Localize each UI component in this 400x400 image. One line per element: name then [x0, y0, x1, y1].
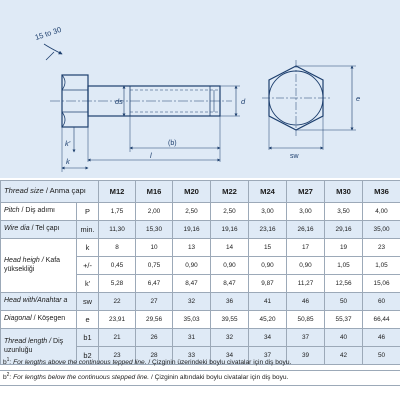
- k-prime-label: k': [65, 139, 71, 148]
- table-cell: 23: [363, 239, 400, 257]
- size-header: M30: [325, 181, 363, 203]
- table-cell: 15,06: [363, 275, 400, 293]
- table-cell: 8: [99, 239, 136, 257]
- table-cell: 1,75: [99, 203, 136, 221]
- table-cell: 46: [287, 293, 325, 311]
- bolt-drawing-panel: [0, 0, 400, 179]
- size-header: M12: [99, 181, 136, 203]
- table-cell: 22: [99, 293, 136, 311]
- table-cell: 0,75: [136, 257, 173, 275]
- table-cell: 5,28: [99, 275, 136, 293]
- table-row: [1, 239, 400, 257]
- table-cell: 0,90: [287, 257, 325, 275]
- table-row: [1, 329, 400, 347]
- size-header: M16: [136, 181, 173, 203]
- table-cell: 23,16: [249, 221, 287, 239]
- table-cell: 19,16: [173, 221, 211, 239]
- table-cell: 39: [287, 347, 325, 365]
- footnote-b1: $b^1$: For lengths above the continuous tepped line. / Çizginin üzerindeki boylu civatalar için diş boyu.: [0, 356, 400, 371]
- table-cell: 23,91: [99, 311, 136, 329]
- table-cell: 3,00: [287, 203, 325, 221]
- table-cell: 19: [325, 239, 363, 257]
- table-cell: 26: [136, 329, 173, 347]
- table-cell: 46: [363, 329, 400, 347]
- table-header-row: [1, 181, 400, 203]
- row-symbol: k: [77, 239, 99, 257]
- table-cell: 27: [136, 293, 173, 311]
- row-label: Thread length / Diş uzunluğu: [1, 329, 77, 365]
- row-symbol: e: [77, 311, 99, 329]
- table-cell: 0,90: [249, 257, 287, 275]
- table-cell: 34: [249, 329, 287, 347]
- table-cell: 42: [325, 347, 363, 365]
- k-label: k: [66, 157, 70, 166]
- table-cell: 13: [173, 239, 211, 257]
- table-cell: 60: [363, 293, 400, 311]
- table-cell: 35,00: [363, 221, 400, 239]
- table-cell: 32: [211, 329, 249, 347]
- ds-label: ds: [115, 97, 123, 106]
- size-header: M20: [173, 181, 211, 203]
- table-cell: 19,16: [211, 221, 249, 239]
- table-cell: 55,37: [325, 311, 363, 329]
- row-symbol: min.: [77, 221, 99, 239]
- table-cell: 37: [249, 347, 287, 365]
- footnotes: [0, 356, 400, 386]
- size-header: M24: [249, 181, 287, 203]
- chamfer-angle-label: 15 to 30: [33, 24, 63, 42]
- table-cell: 2,50: [211, 203, 249, 221]
- table-cell: 15,30: [136, 221, 173, 239]
- table-cell: 31: [173, 329, 211, 347]
- row-symbol: b1: [77, 329, 99, 347]
- table-cell: 10: [136, 239, 173, 257]
- table-cell: 28: [136, 347, 173, 365]
- size-header: M36: [363, 181, 400, 203]
- table-cell: 14: [211, 239, 249, 257]
- size-header: M22: [211, 181, 249, 203]
- row-label: Wire dia / Tel çapı: [1, 221, 77, 239]
- table-cell: 21: [99, 329, 136, 347]
- bolt-technical-drawing: [0, 0, 400, 178]
- row-label: Diagonal / Köşegen: [1, 311, 77, 329]
- thread-size-header: Thread size / Anma çapı: [1, 181, 99, 203]
- table-cell: 26,16: [287, 221, 325, 239]
- table-cell: 11,30: [99, 221, 136, 239]
- row-label: Pitch / Diş adımı: [1, 203, 77, 221]
- table-cell: 0,90: [173, 257, 211, 275]
- l-label: l: [150, 151, 152, 160]
- table-cell: 35,03: [173, 311, 211, 329]
- table-cell: 29,16: [325, 221, 363, 239]
- table-cell: 50: [363, 347, 400, 365]
- footnote-b2: $b^2$: For lengths below the continuous stepped line. / Çizginin altındaki boylu civatalar için diş boyu.: [0, 371, 400, 386]
- row-symbol: k': [77, 275, 99, 293]
- table-cell: 8,47: [211, 275, 249, 293]
- table-cell: 15: [249, 239, 287, 257]
- table-row: [1, 311, 400, 329]
- table-cell: 36: [211, 293, 249, 311]
- bolt-spec-table: [0, 180, 400, 365]
- table-cell: 50,85: [287, 311, 325, 329]
- table-row: [1, 293, 400, 311]
- table-cell: 12,56: [325, 275, 363, 293]
- row-label: Head with/Anahtar a: [1, 293, 77, 311]
- row-label: Head heigh / Kafa yüksekliği: [1, 239, 77, 293]
- table-cell: 50: [325, 293, 363, 311]
- row-symbol: b2: [77, 347, 99, 365]
- table-cell: 29,56: [136, 311, 173, 329]
- table-cell: 6,47: [136, 275, 173, 293]
- table-cell: 3,00: [249, 203, 287, 221]
- table-cell: 2,00: [136, 203, 173, 221]
- table-cell: 41: [249, 293, 287, 311]
- table-cell: 3,50: [325, 203, 363, 221]
- sw-label: sw: [290, 153, 299, 160]
- table-cell: 34: [211, 347, 249, 365]
- table-cell: 40: [325, 329, 363, 347]
- table-cell: 9,87: [249, 275, 287, 293]
- d-label: d: [241, 97, 246, 106]
- table-cell: 32: [173, 293, 211, 311]
- table-cell: 33: [173, 347, 211, 365]
- table-cell: 39,55: [211, 311, 249, 329]
- row-symbol: P: [77, 203, 99, 221]
- b-label: (b): [168, 140, 177, 147]
- table-row: [1, 203, 400, 221]
- table-cell: 17: [287, 239, 325, 257]
- table-cell: 2,50: [173, 203, 211, 221]
- table-cell: 1,05: [363, 257, 400, 275]
- table-cell: 8,47: [173, 275, 211, 293]
- e-label: e: [356, 94, 361, 103]
- table-cell: 11,27: [287, 275, 325, 293]
- table-cell: 0,90: [211, 257, 249, 275]
- row-symbol: +/-: [77, 257, 99, 275]
- table-cell: 23: [99, 347, 136, 365]
- table-cell: 1,05: [325, 257, 363, 275]
- table-cell: 66,44: [363, 311, 400, 329]
- table-cell: 4,00: [363, 203, 400, 221]
- row-symbol: sw: [77, 293, 99, 311]
- table-cell: 37: [287, 329, 325, 347]
- table-cell: 45,20: [249, 311, 287, 329]
- table-cell: 0,45: [99, 257, 136, 275]
- size-header: M27: [287, 181, 325, 203]
- table-row: [1, 221, 400, 239]
